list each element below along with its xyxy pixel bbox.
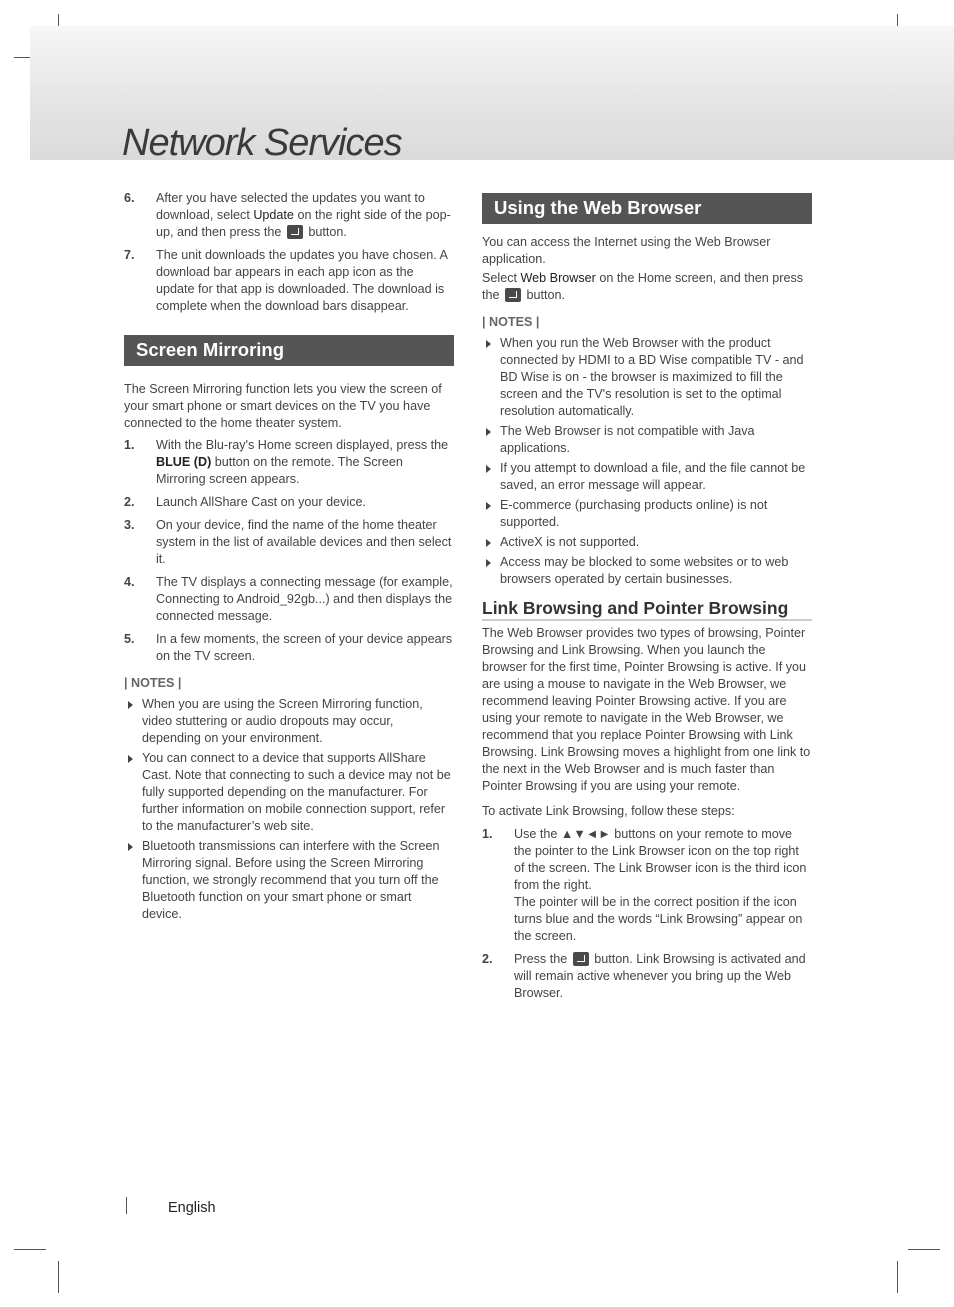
step-text: In a few moments, the screen of your device appears on the TV screen. bbox=[156, 632, 453, 663]
note-text: You can connect to a device that supports AllShare Cast. Note that connecting to such a device may not be fully supported depending on the manufacturer. For further information on mobile connection support, refer to the manufacturer’s web site. bbox=[142, 751, 451, 833]
list-item bbox=[124, 437, 454, 488]
step-number: 3. bbox=[124, 518, 135, 532]
instruction-text: button. bbox=[523, 288, 566, 302]
notes-label: | NOTES | bbox=[482, 315, 540, 329]
bullet-triangle-icon bbox=[486, 428, 491, 436]
step-text: The pointer will be in the correct position if the icon turns blue and the words “Link Browsing” appear on the screen. bbox=[514, 895, 803, 943]
footer-divider bbox=[126, 1197, 127, 1214]
step-text: button on the remote. The Screen Mirroring screen appears. bbox=[156, 455, 403, 486]
mirroring-steps bbox=[124, 437, 454, 665]
note-item bbox=[482, 497, 812, 531]
step-text: The TV displays a connecting message (for example, Connecting to Android_92gb...) and then displays the connected message. bbox=[156, 575, 453, 623]
notes-list bbox=[124, 696, 454, 923]
section-heading-web-browser: Using the Web Browser bbox=[482, 193, 812, 224]
select-instruction bbox=[482, 270, 812, 304]
step-text: After you have selected the updates you want to download, select bbox=[156, 191, 425, 222]
blue-button-label: BLUE (D) bbox=[156, 455, 212, 469]
note-item bbox=[124, 838, 454, 923]
note-text: When you are using the Screen Mirroring function, video stuttering or audio dropouts may occur, depending on your environment. bbox=[142, 697, 423, 745]
step-number: 1. bbox=[482, 827, 493, 841]
section-heading-screen-mirroring: Screen Mirroring bbox=[124, 335, 454, 366]
note-item bbox=[482, 534, 812, 551]
crop-mark bbox=[58, 1261, 59, 1293]
list-item bbox=[482, 951, 812, 1002]
step-number: 1. bbox=[124, 438, 135, 452]
step-text: button. bbox=[304, 225, 347, 239]
note-item bbox=[482, 460, 812, 494]
enter-button-icon bbox=[287, 225, 303, 239]
note-text: If you attempt to download a file, and the file cannot be saved, an error message will appear. bbox=[500, 461, 806, 492]
page-title: Network Services bbox=[122, 122, 402, 164]
bullet-triangle-icon bbox=[128, 701, 133, 709]
note-item bbox=[124, 696, 454, 747]
list-item bbox=[482, 826, 812, 945]
crop-mark bbox=[908, 1249, 940, 1250]
note-text: The Web Browser is not compatible with Java applications. bbox=[500, 424, 755, 455]
list-item bbox=[124, 631, 454, 665]
left-column bbox=[124, 190, 454, 926]
step-text: Press the bbox=[514, 952, 571, 966]
footer-language: English bbox=[168, 1200, 216, 1216]
step-number: 2. bbox=[124, 495, 135, 509]
note-item bbox=[482, 554, 812, 588]
bullet-triangle-icon bbox=[128, 755, 133, 763]
note-item bbox=[482, 335, 812, 420]
link-browsing-activate: To activate Link Browsing, follow these steps: bbox=[482, 804, 735, 818]
note-text: Access may be blocked to some websites or to web browsers operated by certain businesses. bbox=[500, 555, 789, 586]
instruction-text: on the Home screen, and then press the bbox=[482, 271, 804, 302]
notes-list bbox=[482, 335, 812, 588]
step-number: 6. bbox=[124, 191, 135, 205]
note-text: Bluetooth transmissions can interfere with the Screen Mirroring signal. Before using the Screen Mirroring function, we strongly recommend that you turn off the Bluetooth function on your smart phone or smart device. bbox=[142, 839, 440, 921]
update-label: Update bbox=[253, 208, 294, 222]
instruction-text: Select bbox=[482, 271, 521, 285]
bullet-triangle-icon bbox=[486, 559, 491, 567]
section-intro: The Screen Mirroring function lets you view the screen of your smart phone or smart devices on the TV you have connected to the home theater system. bbox=[124, 382, 442, 430]
step-text: With the Blu-ray's Home screen displayed, press the bbox=[156, 438, 449, 452]
step-text: button. Link Browsing is activated and will remain active whenever you bring up the Web Browser. bbox=[514, 952, 806, 1000]
bullet-triangle-icon bbox=[486, 539, 491, 547]
note-text: ActiveX is not supported. bbox=[500, 535, 640, 549]
web-browser-label: Web Browser bbox=[520, 271, 596, 285]
enter-button-icon bbox=[505, 288, 521, 302]
step-number: 5. bbox=[124, 632, 135, 646]
list-item bbox=[124, 247, 454, 315]
list-item bbox=[124, 574, 454, 625]
update-steps bbox=[124, 190, 454, 315]
link-browsing-steps bbox=[482, 826, 812, 1002]
step-text: Launch AllShare Cast on your device. bbox=[156, 495, 367, 509]
right-column bbox=[482, 190, 812, 1008]
step-text: Use the ▲▼◄► buttons on your remote to move the pointer to the Link Browser icon on the top right of the screen. The Link Browser icon is the third icon from the right. bbox=[514, 827, 807, 892]
bullet-triangle-icon bbox=[486, 465, 491, 473]
note-item bbox=[124, 750, 454, 835]
note-text: E-commerce (purchasing products online) is not supported. bbox=[500, 498, 768, 529]
step-text: The unit downloads the updates you have chosen. A download bar appears in each app icon as the update for that app is downloaded. The download is complete when the download bars disappear. bbox=[156, 248, 448, 313]
note-item bbox=[482, 423, 812, 457]
crop-mark bbox=[897, 1261, 898, 1293]
step-number: 7. bbox=[124, 248, 135, 262]
bullet-triangle-icon bbox=[486, 340, 491, 348]
notes-label: | NOTES | bbox=[124, 676, 182, 690]
bullet-triangle-icon bbox=[486, 502, 491, 510]
list-item bbox=[124, 517, 454, 568]
section-intro: You can access the Internet using the Web Browser application. bbox=[482, 235, 771, 266]
list-item bbox=[124, 190, 454, 241]
bullet-triangle-icon bbox=[128, 843, 133, 851]
note-text: When you run the Web Browser with the product connected by HDMI to a BD Wise compatible TV - and BD Wise is on - the browser is maximized to fill the screen and the TV's resolution is set to the optimal resolution automatically. bbox=[500, 336, 804, 418]
subheading-link-browsing: Link Browsing and Pointer Browsing bbox=[482, 600, 812, 621]
list-item bbox=[124, 494, 454, 511]
enter-button-icon bbox=[573, 952, 589, 966]
step-text: on the right side of the pop-up, and then press the bbox=[156, 208, 451, 239]
crop-mark bbox=[14, 1249, 46, 1250]
link-browsing-description: The Web Browser provides two types of browsing, Pointer Browsing and Link Browsing. When you launch the browser for the first time, Pointer Browsing is active. If you are using a mouse to navigate in the Web Browser, we recommend leaving Pointer Browsing active. If you are using your remote to navigate in the Web Browser, we recommend that you replace Pointer Browsing with Link Browsing. Link Browsing moves a highlight from one link to the next in the Web Browser and is much faster than Pointer Browsing if you are using your remote. bbox=[482, 626, 811, 793]
step-number: 2. bbox=[482, 952, 493, 966]
step-text: On your device, find the name of the home theater system in the list of available devices and then select it. bbox=[156, 518, 452, 566]
step-number: 4. bbox=[124, 575, 135, 589]
